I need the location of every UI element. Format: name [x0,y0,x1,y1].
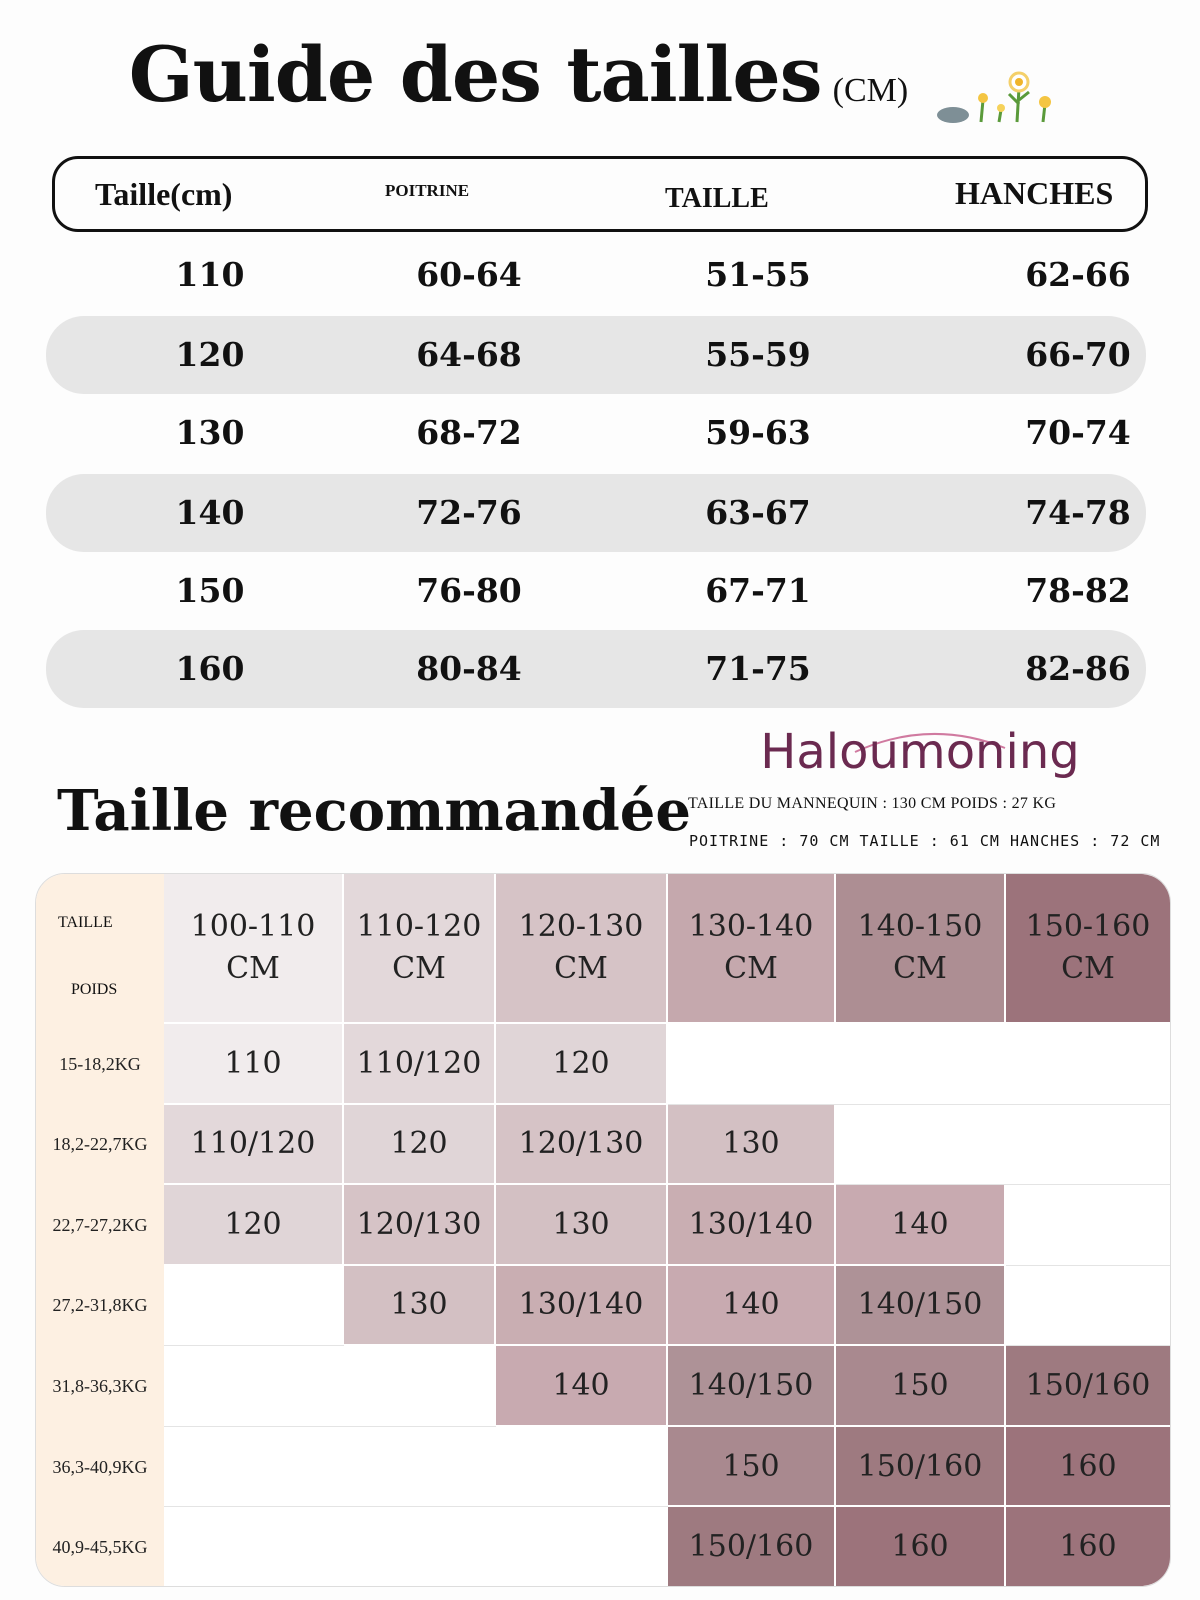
recommend-cell: 140 [496,1346,668,1427]
weight-row-label: 36,3-40,9KG [52,1456,148,1477]
size-row [46,552,1146,630]
weight-row-label: 22,7-27,2KG [52,1214,148,1235]
hips-cell: 78-82 [1025,571,1131,610]
size-cell: 150 [175,571,245,610]
column-range-label: 120-130 [518,909,644,944]
recommend-cell: 110/120 [344,1024,496,1105]
recommend-cell: 120 [164,1185,344,1266]
size-row [46,236,1146,314]
chest-cell: 64-68 [416,335,522,374]
weight-row-label: 15-18,2KG [59,1053,141,1074]
waist-cell: 55-59 [705,335,811,374]
waist-cell: 51-55 [705,255,811,294]
recommend-grid [35,873,1171,1587]
weight-row-label: 27,2-31,8KG [52,1295,148,1316]
model-info-line2: POITRINE : 70 CM TAILLE : 61 CM HANCHES : 72 CM [689,832,1161,850]
size-cell: 120 [175,335,245,374]
header-waist: TAILLE [665,183,769,214]
size-row [46,316,1146,394]
weight-row-label: 40,9-45,5KG [52,1537,148,1558]
column-unit-label: CM [226,951,280,986]
flowers-decoration-icon [931,60,1071,134]
recommend-cell: 120 [344,1105,496,1186]
column-range-label: 140-150 [857,909,983,944]
size-cell: 110 [175,255,245,294]
weight-row-label: 31,8-36,3KG [52,1376,148,1397]
model-info-line1: TAILLE DU MANNEQUIN : 130 CM POIDS : 27 KG [688,795,1057,812]
recommend-cell: 160 [1006,1507,1171,1587]
hips-cell: 70-74 [1025,413,1131,452]
hips-cell: 66-70 [1025,335,1131,374]
column-header-cell [836,874,1006,1024]
chest-cell: 76-80 [416,571,522,610]
chest-cell: 68-72 [416,413,522,452]
title-unit: (CM) [832,72,909,109]
column-header-cell [344,874,496,1024]
header-size: Taille(cm) [95,175,233,212]
header-chest: POITRINE [385,181,470,200]
recommend-cell: 160 [836,1507,1006,1587]
size-row [46,630,1146,708]
recommend-cell: 130/140 [668,1185,836,1266]
recommend-cell: 110 [164,1024,344,1105]
recommend-cell: 160 [1006,1427,1171,1508]
column-unit-label: CM [1061,951,1115,986]
chest-cell: 80-84 [416,649,522,688]
corner-height-label: TAILLE [58,914,113,931]
column-unit-label: CM [554,951,608,986]
column-range-label: 100-110 [190,909,316,944]
recommend-cell: 140/150 [836,1266,1006,1347]
recommend-cell: 120/130 [344,1185,496,1266]
recommend-cell: 140 [668,1266,836,1347]
brand-logo: Haloumoning [760,724,1080,780]
column-header-cell [496,874,668,1024]
column-header-cell [164,874,344,1024]
waist-cell: 59-63 [705,413,811,452]
recommend-title: Taille recommandée [57,778,692,844]
recommend-cell: 130 [496,1185,668,1266]
weight-row-label: 18,2-22,7KG [52,1134,148,1155]
recommend-cell: 120 [496,1024,668,1105]
recommend-cell: 140 [836,1185,1006,1266]
recommend-cell: 150 [668,1427,836,1508]
recommend-cell: 120/130 [496,1105,668,1186]
recommend-cell: 150/160 [836,1427,1006,1508]
column-header-cell [1006,874,1171,1024]
size-table-header [52,156,1148,232]
column-header-cell [668,874,836,1024]
header-hips: HANCHES [955,175,1114,211]
column-range-label: 110-120 [356,909,482,944]
size-cell: 140 [175,493,245,532]
waist-cell: 67-71 [705,571,811,610]
column-range-label: 130-140 [688,909,814,944]
page-title-row [0,30,1200,134]
waist-cell: 63-67 [705,493,811,532]
recommend-cell: 150/160 [668,1507,836,1587]
column-unit-label: CM [893,951,947,986]
size-cell: 160 [175,649,245,688]
size-row [46,394,1146,472]
column-unit-label: CM [724,951,778,986]
corner-weight-label: POIDS [71,981,118,998]
recommend-cell: 110/120 [164,1105,344,1186]
recommend-cell: 150 [836,1346,1006,1427]
chest-cell: 60-64 [416,255,522,294]
size-row [46,474,1146,552]
recommend-cell: 130 [344,1266,496,1347]
recommend-cell: 140/150 [668,1346,836,1427]
recommend-cell: 130 [668,1105,836,1186]
recommend-cell: 130/140 [496,1266,668,1347]
hips-cell: 62-66 [1025,255,1131,294]
hips-cell: 82-86 [1025,649,1131,688]
recommend-cell: 150/160 [1006,1346,1171,1427]
size-cell: 130 [175,413,245,452]
column-unit-label: CM [392,951,446,986]
waist-cell: 71-75 [705,649,811,688]
hips-cell: 74-78 [1025,493,1131,532]
page-title: Guide des tailles [128,30,822,119]
chest-cell: 72-76 [416,493,522,532]
column-range-label: 150-160 [1025,909,1151,944]
